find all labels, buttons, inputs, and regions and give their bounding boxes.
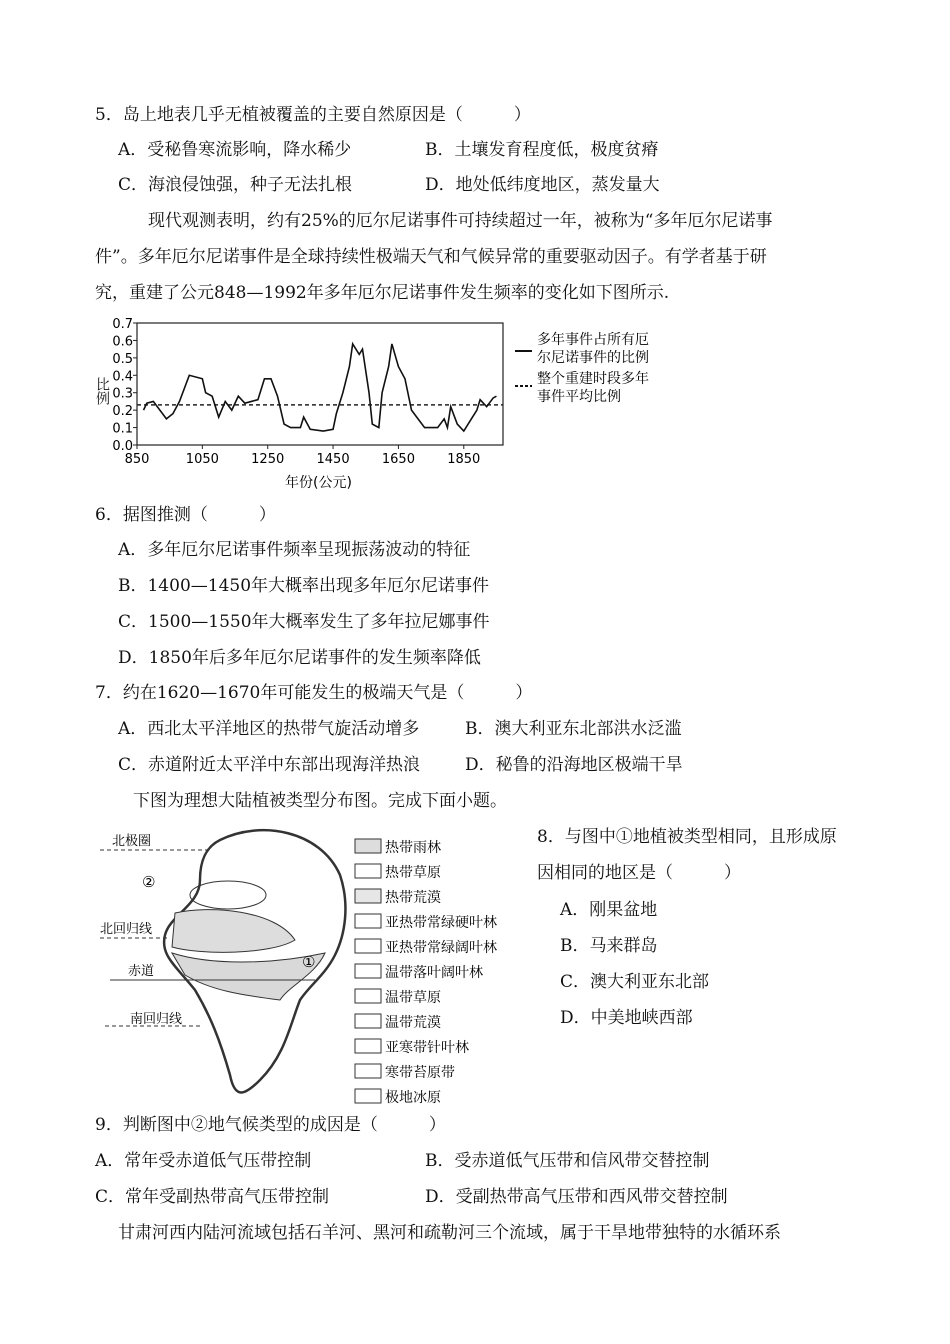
legend-swatch [355, 914, 381, 928]
x-tick-label: 1250 [251, 452, 285, 467]
el-nino-frequency-chart [95, 315, 685, 495]
q6-option-b: B．1400—1450年大概率出现多年厄尔尼诺事件 [118, 576, 490, 596]
x-tick-label: 1650 [381, 452, 415, 467]
legend-swatch [355, 939, 381, 953]
y-axis-label: 比例 [94, 377, 110, 405]
legend-swatch [355, 1089, 381, 1103]
legend-label: 温带落叶阔叶林 [385, 965, 483, 981]
legend-label: 寒带苔原带 [385, 1065, 455, 1081]
q5-option-c: C．海浪侵蚀强，种子无法扎根 [118, 175, 353, 195]
legend-label: 热带荒漠 [385, 890, 441, 906]
legend-label: 亚寒带针叶林 [385, 1040, 469, 1056]
legend-swatch [355, 1014, 381, 1028]
q9-option-d: D．受副热带高气压带和西风带交替控制 [425, 1187, 728, 1207]
legend-text: 整个重建时段多年 [537, 371, 649, 387]
vegetation-diagram [100, 825, 510, 1110]
legend-label: 热带草原 [385, 865, 441, 881]
legend-swatch [355, 864, 381, 878]
q8-option-c: C．澳大利亚东北部 [560, 972, 710, 992]
q7-option-a: A．西北太平洋地区的热带气旋活动增多 [118, 719, 420, 739]
q6-stem: 6．据图推测（ ） [95, 505, 276, 525]
x-axis-label: 年份(公元) [285, 475, 352, 491]
q9-stem: 9．判断图中②地气候类型的成因是（ ） [95, 1115, 446, 1135]
y-tick-label: 0.0 [112, 439, 133, 454]
legend-swatch [355, 889, 381, 903]
x-tick-label: 1450 [316, 452, 350, 467]
legend-swatch [355, 1064, 381, 1078]
y-tick-label: 0.4 [112, 369, 133, 385]
passage-line: 件”。多年厄尔尼诺事件是全球持续性极端天气和气候异常的重要驱动因子。有学者基于研 [95, 247, 767, 267]
legend-text: 尔尼诺事件的比例 [537, 350, 649, 366]
mark-2: ② [142, 873, 156, 891]
y-tick-label: 0.2 [112, 404, 133, 420]
passage-line: 甘肃河西内陆河流域包括石羊河、黑河和疏勒河三个流域，属于干旱地带独特的水循环系 [118, 1223, 781, 1243]
q8-stem: 因相同的地区是（ ） [537, 863, 741, 883]
legend-label: 温带荒漠 [385, 1015, 441, 1031]
legend-label: 亚热带常绿阔叶林 [385, 940, 497, 956]
arctic-circle-label: 北极圈 [112, 834, 152, 849]
legend-swatch [355, 964, 381, 978]
q7-option-d: D．秘鲁的沿海地区极端干旱 [465, 755, 683, 775]
x-tick-label: 850 [124, 452, 150, 467]
y-tick-label: 0.7 [112, 317, 133, 332]
q5-option-d: D．地处低纬度地区，蒸发量大 [425, 175, 660, 195]
x-tick-label: 1850 [447, 452, 481, 467]
q5-stem: 5．岛上地表几乎无植被覆盖的主要自然原因是（ ） [95, 105, 531, 125]
x-tick-label: 1050 [185, 452, 219, 467]
q5-option-a: A．受秘鲁寒流影响，降水稀少 [118, 140, 352, 160]
q9-option-b: B．受赤道低气压带和信风带交替控制 [425, 1151, 710, 1171]
y-tick-label: 0.5 [112, 351, 133, 367]
q6-option-d: D．1850年后多年厄尔尼诺事件的发生频率降低 [118, 648, 481, 668]
q9-option-a: A．常年受赤道低气压带控制 [95, 1151, 312, 1171]
mark-1: ① [302, 953, 316, 971]
legend-swatch [355, 839, 381, 853]
q6-option-a: A．多年厄尔尼诺事件频率呈现振荡波动的特征 [118, 540, 471, 560]
q5-option-b: B．土壤发育程度低，极度贫瘠 [425, 140, 659, 160]
passage-line: 究，重建了公元848—1992年多年厄尔尼诺事件发生频率的变化如下图所示. [95, 283, 670, 303]
legend-text: 事件平均比例 [537, 389, 621, 405]
legend-text: 多年事件占所有厄 [537, 332, 649, 348]
q9-option-c: C．常年受副热带高气压带控制 [95, 1187, 330, 1207]
legend-swatch [355, 989, 381, 1003]
legend-swatch [355, 1039, 381, 1053]
q8-option-d: D．中美地峡西部 [560, 1008, 693, 1028]
q6-option-c: C．1500—1550年大概率发生了多年拉尼娜事件 [118, 612, 490, 632]
legend-label: 亚热带常绿硬叶林 [385, 915, 497, 931]
passage-line: 现代观测表明，约有25%的厄尔尼诺事件可持续超过一年，被称为“多年厄尔尼诺事 [148, 211, 773, 231]
series-line [144, 344, 497, 431]
q8-stem: 8．与图中①地植被类型相同，且形成原 [537, 827, 837, 847]
y-tick-label: 0.1 [112, 421, 133, 437]
intro-text: 下图为理想大陆植被类型分布图。完成下面小题。 [133, 791, 507, 811]
q8-option-a: A．刚果盆地 [560, 900, 658, 920]
legend-label: 极地冰原 [385, 1090, 441, 1106]
legend-label: 温带草原 [385, 990, 441, 1006]
q7-stem: 7．约在1620—1670年可能发生的极端天气是（ ） [95, 683, 533, 703]
tropic-capricorn-label: 南回归线 [130, 1012, 183, 1027]
q8-option-b: B．马来群岛 [560, 936, 658, 956]
y-tick-label: 0.3 [112, 386, 133, 402]
y-tick-label: 0.6 [112, 334, 133, 350]
tropic-cancer-label: 北回归线 [100, 922, 153, 937]
legend-label: 热带雨林 [385, 840, 441, 856]
q7-option-c: C．赤道附近太平洋中东部出现海洋热浪 [118, 755, 421, 775]
chart-canvas [95, 315, 685, 495]
q7-option-b: B．澳大利亚东北部洪水泛滥 [465, 719, 682, 739]
equator-label: 赤道 [128, 964, 155, 979]
